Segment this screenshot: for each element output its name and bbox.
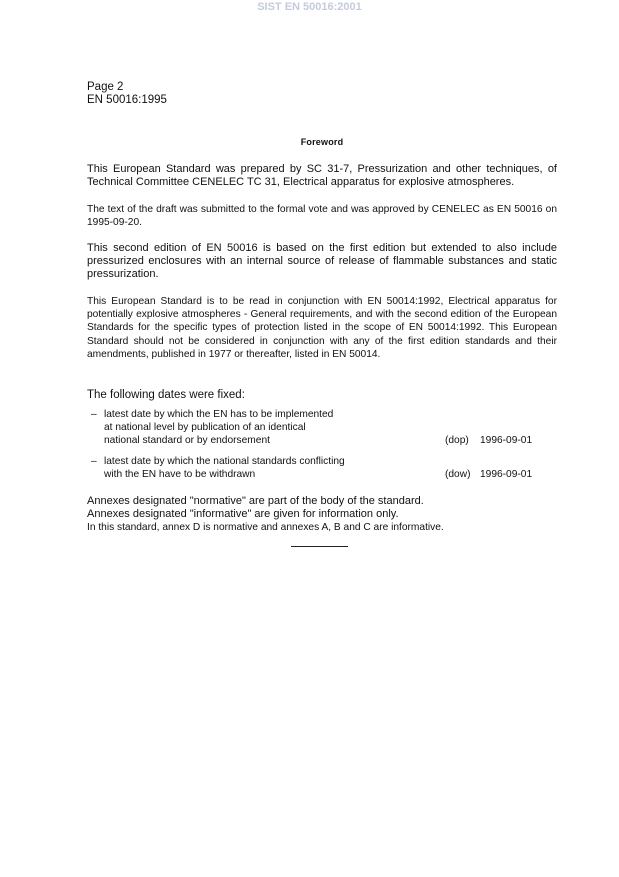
- date-value: 1996-09-01: [480, 469, 533, 480]
- list-dash: –: [91, 409, 97, 420]
- date-item-line: at national level by publication of an identical: [104, 422, 306, 434]
- foreword-paragraph: The text of the draft was submitted to the formal vote and was approved by CENELEC as EN 50016 on 1995-09-20.: [87, 204, 557, 229]
- date-item-dow: [87, 455, 557, 482]
- annex-note: Annexes designated "normative" are part of the body of the standard.: [87, 495, 424, 507]
- date-item-line: with the EN have to be withdrawn: [104, 469, 256, 481]
- end-rule-divider: [291, 546, 348, 547]
- foreword-paragraph: This European Standard was prepared by SC 31-7, Pressurization and other techniques, of Technical Committee CENELEC TC 31, Electrical apparatus for explosive atmospheres.: [87, 163, 557, 189]
- annex-note: In this standard, annex D is normative and annexes A, B and C are informative.: [87, 522, 444, 533]
- dates-intro: The following dates were fixed:: [87, 389, 245, 401]
- foreword-paragraph: This European Standard is to be read in conjunction with EN 50014:1992, Electrical apparatus for potentially explosive atmospheres - General requirements, and with the second edition of the European Standards for the specific types of protection listed in the scope of EN 50014:1992. This European Standard should not be considered in conjunction with any of the first edition standards and their amendments, published in 1977 or thereafter, listed in EN 50014.: [87, 296, 557, 360]
- date-item-dop: [87, 408, 557, 448]
- document-watermark: SIST EN 50016:2001: [257, 1, 362, 13]
- date-value: 1996-09-01: [480, 435, 533, 446]
- page-number: Page 2: [87, 81, 124, 93]
- date-item-text: [104, 408, 404, 448]
- date-item-line: latest date by which the national standards conflicting: [104, 456, 345, 467]
- page-header: [87, 81, 167, 107]
- list-dash: –: [91, 456, 97, 467]
- date-abbreviation: (dop): [445, 435, 469, 446]
- document-id: EN 50016:1995: [87, 94, 167, 106]
- foreword-paragraph: This second edition of EN 50016 is based on the first edition but extended to also include pressurized enclosures with an internal source of release of flammable substances and static pressurization.: [87, 242, 557, 281]
- date-item-line: latest date by which the EN has to be implemented: [104, 409, 334, 420]
- annex-note: Annexes designated "informative" are given for information only.: [87, 508, 399, 520]
- date-item-text: [104, 455, 404, 481]
- foreword-heading: Foreword: [300, 137, 344, 147]
- date-abbreviation: (dow): [445, 469, 471, 480]
- date-item-line: national standard or by endorsement: [104, 435, 270, 447]
